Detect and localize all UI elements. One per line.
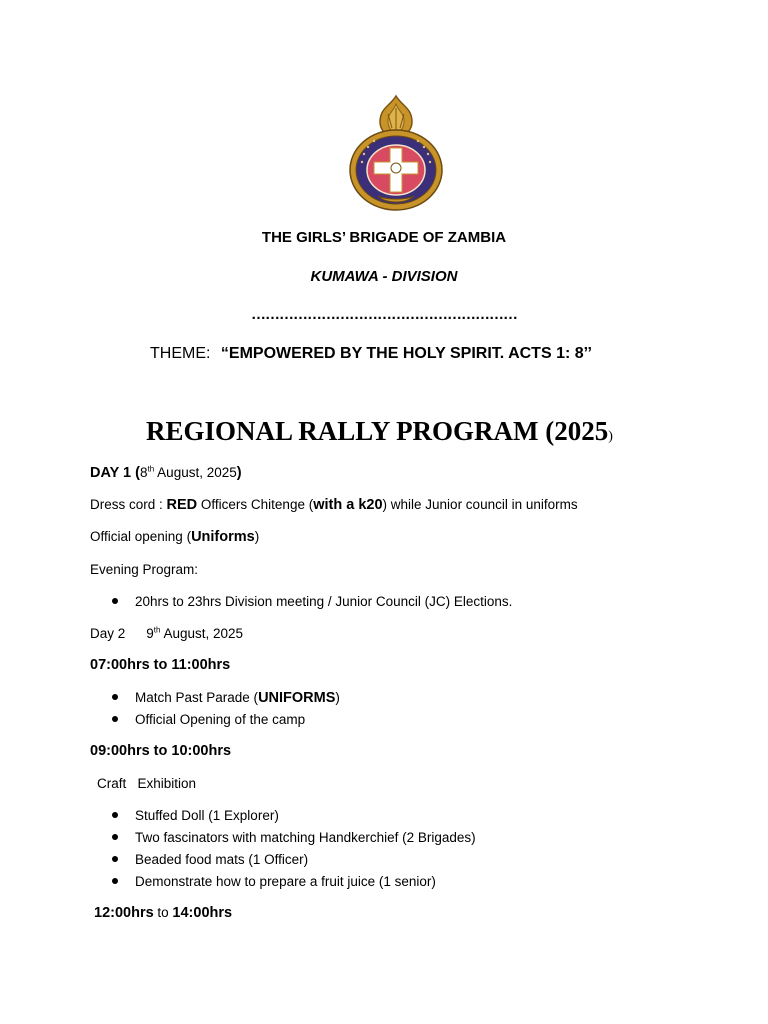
list-item-text: Official Opening of the camp bbox=[135, 712, 306, 727]
theme-line bbox=[150, 345, 592, 363]
program-title-tail: ) bbox=[608, 429, 613, 444]
dress-k20: with a k20 bbox=[313, 497, 383, 513]
list-item bbox=[112, 830, 476, 845]
day1-date-sup: th bbox=[147, 464, 155, 474]
list-item-text: Match Past Parade ( bbox=[135, 690, 259, 705]
bullet-icon bbox=[112, 878, 118, 884]
list-item bbox=[112, 808, 279, 823]
day2-date-sup: th bbox=[153, 625, 161, 635]
opening-prefix: Official opening ( bbox=[90, 529, 192, 544]
girls-brigade-emblem-logo bbox=[346, 92, 446, 214]
list-item bbox=[112, 712, 305, 727]
list-item bbox=[112, 852, 308, 867]
time-slot-1: 07:00hrs to 11:00hrs bbox=[90, 657, 231, 673]
division-name: KUMAWA - DIVISION bbox=[310, 268, 458, 285]
opening-bold: Uniforms bbox=[191, 529, 255, 545]
list-item-text: Demonstrate how to prepare a fruit juice (1 senior) bbox=[135, 874, 436, 889]
list-item-end: ) bbox=[335, 690, 340, 705]
day2-date-num: 9 bbox=[146, 626, 154, 641]
slot3-to: to bbox=[153, 905, 173, 920]
dress-end: ) while Junior council in uniforms bbox=[382, 497, 578, 512]
list-item-text: Stuffed Doll (1 Explorer) bbox=[135, 808, 279, 823]
time-slot-2: 09:00hrs to 10:00hrs bbox=[90, 743, 232, 759]
bullet-icon bbox=[112, 716, 118, 722]
list-item-text: Two fascinators with matching Handkerchief (2 Brigades) bbox=[135, 830, 476, 845]
day1-label: DAY 1 ( bbox=[90, 465, 140, 481]
day1-date-num: 8 bbox=[139, 465, 148, 480]
day1-date-rest: August, 2025 bbox=[154, 465, 237, 480]
day1-heading bbox=[90, 465, 242, 481]
bullet-icon bbox=[112, 856, 118, 862]
dress-code-line bbox=[90, 497, 578, 513]
official-opening-line bbox=[90, 529, 259, 545]
evening-program-label: Evening Program: bbox=[90, 562, 199, 577]
day2-date-rest: August, 2025 bbox=[160, 626, 244, 641]
craft-exhibition-label: Craft Exhibition bbox=[97, 776, 197, 791]
bullet-icon bbox=[112, 694, 118, 700]
list-item-bold: UNIFORMS bbox=[258, 690, 336, 706]
slot3-start: 12:00hrs bbox=[94, 905, 154, 921]
theme-text: “EMPOWERED BY THE HOLY SPIRIT. ACTS 1: 8’’ bbox=[220, 345, 592, 362]
day2-heading bbox=[90, 626, 243, 641]
time-slot-3 bbox=[94, 905, 232, 921]
bullet-icon bbox=[112, 812, 118, 818]
day2-label: Day 2 bbox=[90, 626, 126, 641]
dress-prefix: Dress cord : bbox=[90, 497, 167, 512]
list-item bbox=[112, 594, 512, 609]
day1-close: ) bbox=[236, 465, 242, 481]
organization-name: THE GIRLS’ BRIGADE OF ZAMBIA bbox=[261, 229, 507, 246]
opening-end: ) bbox=[254, 529, 260, 544]
theme-label: THEME: bbox=[150, 345, 211, 362]
list-item-text: 20hrs to 23hrs Division meeting / Junior Council (JC) Elections. bbox=[135, 594, 513, 609]
list-item bbox=[112, 874, 436, 889]
dress-mid: Officers Chitenge ( bbox=[197, 497, 314, 512]
bullet-icon bbox=[112, 834, 118, 840]
dress-red: RED bbox=[166, 497, 198, 513]
bullet-icon bbox=[112, 598, 118, 604]
program-title-main: REGIONAL RALLY PROGRAM (2025 bbox=[146, 416, 609, 446]
slot3-end: 14:00hrs bbox=[172, 905, 233, 921]
list-item-text: Beaded food mats (1 Officer) bbox=[135, 852, 309, 867]
program-title bbox=[146, 416, 613, 447]
separator-line: ………………………………………………… bbox=[251, 306, 517, 323]
list-item bbox=[112, 690, 340, 706]
